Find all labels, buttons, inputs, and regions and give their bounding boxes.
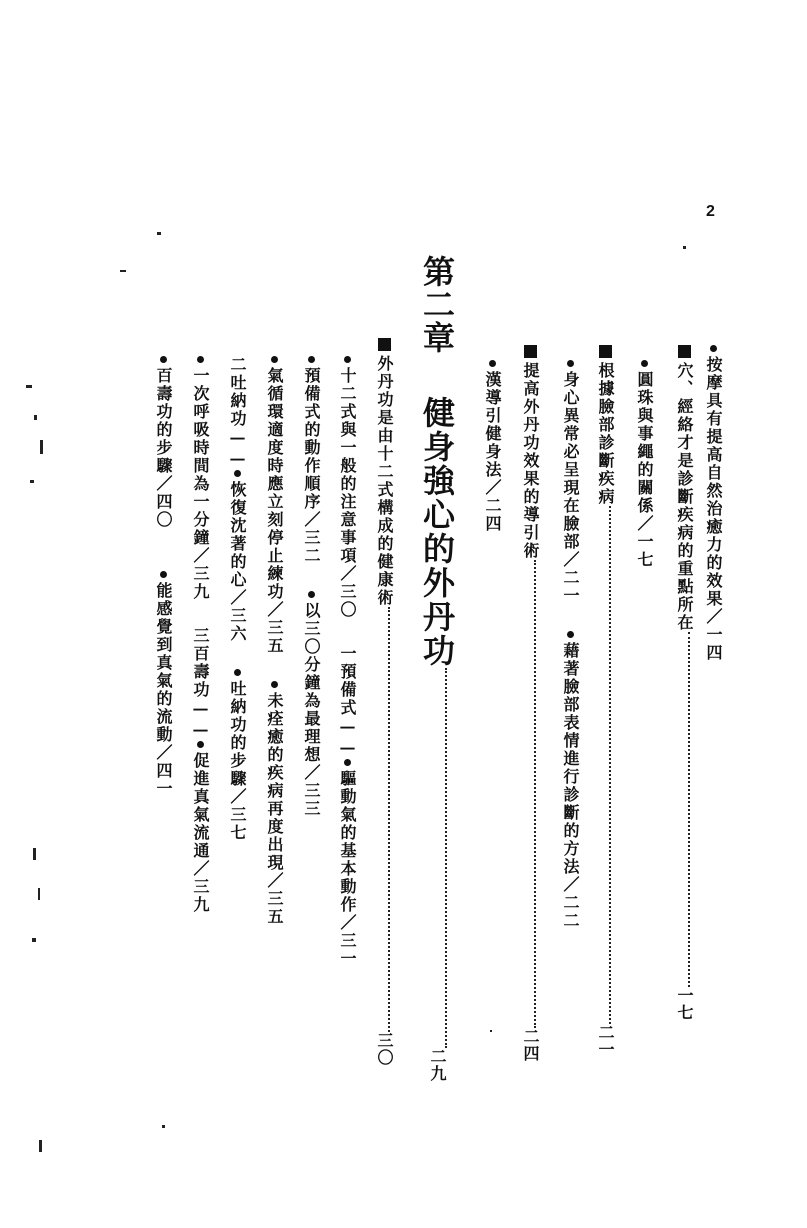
bullet-icon	[344, 356, 351, 363]
bullet-icon	[197, 741, 204, 748]
toc-entry-prep-order	[303, 356, 319, 818]
toc-entry-text: 按摩具有提高自然治癒力的效果／一四	[704, 356, 723, 662]
toc-entry-text: 未痊癒的疾病再度出現／三五	[265, 692, 284, 926]
toc-section-text: 穴、經絡才是診斷疾病的重點所在	[675, 362, 694, 632]
scan-speck	[683, 246, 686, 249]
bullet-icon	[641, 360, 648, 367]
bullet-icon	[308, 356, 315, 363]
toc-entry-text: 驅動氣的基本動作／三一	[338, 770, 357, 968]
toc-entry-text: 吐納功的步驟／三七	[228, 680, 247, 842]
toc-entry-text: 身心異常必呈現在臉部／二一	[561, 371, 580, 605]
toc-entry-text: 促進真氣流通／三九	[191, 752, 210, 914]
square-bullet-icon	[524, 345, 537, 358]
dotted-leader	[605, 506, 611, 1024]
toc-section-waidan	[376, 338, 392, 1066]
toc-page-ref: 二四	[521, 1028, 540, 1062]
bullet-icon	[271, 681, 278, 688]
toc-subhead: 二吐納功	[228, 356, 247, 428]
toc-entry-text: 預備式的動作順序／三二	[302, 367, 321, 565]
toc-section-text: 外丹功是由十二式構成的健康術	[375, 355, 394, 607]
toc-entry-face-signs	[562, 360, 578, 930]
toc-entry-text: 藉著臉部表情進行診斷的方法／二二	[561, 642, 580, 930]
scan-speck	[30, 480, 34, 483]
bullet-icon	[489, 360, 496, 367]
page-number: 2	[706, 203, 715, 220]
scan-speck	[34, 415, 37, 420]
chapter-heading	[418, 255, 456, 1082]
toc-entry-text: 氣循環適度時應立刻停止練功／三五	[265, 367, 284, 655]
toc-entry-han-daoyin	[484, 360, 500, 533]
square-bullet-icon	[599, 345, 612, 358]
scan-speck	[162, 1125, 165, 1128]
toc-entry-text: 恢復沈著的心／三六	[228, 481, 247, 643]
bullet-icon	[234, 470, 241, 477]
bullet-icon	[197, 356, 204, 363]
bullet-icon	[271, 356, 278, 363]
toc-entry-text: 一次呼吸時間為一分鐘／三九	[191, 367, 210, 601]
dotted-leader	[384, 607, 390, 1032]
toc-entry-text: 十二式與一般的注意事項／三〇	[338, 367, 357, 619]
bullet-icon	[234, 669, 241, 676]
toc-section-acupoints	[676, 345, 692, 1021]
toc-section-daoyin	[522, 345, 538, 1062]
toc-section-text: 根據臉部診斷疾病	[596, 362, 615, 506]
toc-page-ref: 二九	[428, 1048, 447, 1082]
scan-speck	[32, 938, 36, 942]
toc-entry-qi-circulation	[266, 356, 282, 926]
toc-entry-breathing: 二吐納功——恢復沈著的心／三六吐納功的步驟／三七	[228, 356, 247, 842]
chapter-label: 第二章	[418, 255, 456, 354]
bullet-icon	[710, 345, 717, 352]
bullet-icon	[308, 591, 315, 598]
toc-entry-massage	[705, 345, 721, 662]
dotted-leader	[684, 632, 690, 987]
scan-speck	[40, 440, 43, 454]
toc-subhead: 一預備式	[338, 645, 357, 717]
toc-entry-text: 能感覺到真氣的流動／四一	[154, 582, 173, 798]
toc-entry-text: 漢導引健身法／二四	[483, 371, 502, 533]
toc-entry-twelve-forms: 十二式與一般的注意事項／三〇一預備式——驅動氣的基本動作／三一	[339, 356, 355, 968]
toc-entry-beads	[636, 360, 652, 569]
dotted-leader	[440, 668, 447, 1048]
bullet-icon	[567, 360, 574, 367]
bullet-icon	[160, 571, 167, 578]
toc-entry-text: 百壽功的步驟／四〇	[154, 367, 173, 529]
scan-speck	[39, 1140, 42, 1152]
chapter-title: 健身強心的外丹功	[418, 396, 456, 668]
square-bullet-icon	[378, 338, 391, 351]
toc-subhead: 三百壽功	[191, 627, 210, 699]
toc-entry-text: 以三〇分鐘為最理想／三三	[302, 602, 321, 818]
toc-page-ref: 二一	[596, 1024, 615, 1058]
toc-section-text: 提高外丹功效果的導引術	[521, 362, 540, 560]
scan-speck	[26, 385, 32, 388]
toc-page-ref: 一七	[675, 987, 694, 1021]
scan-speck	[490, 1030, 492, 1032]
bullet-icon	[160, 356, 167, 363]
toc-entry-baishou-steps	[155, 356, 171, 798]
square-bullet-icon	[678, 345, 691, 358]
toc-section-face-diagnosis	[597, 345, 613, 1058]
dotted-leader	[530, 560, 536, 1028]
scan-speck	[33, 848, 36, 860]
scan-speck	[38, 888, 40, 900]
toc-entry-breath-time: 一次呼吸時間為一分鐘／三九三百壽功——促進真氣流通／三九	[192, 356, 208, 914]
bullet-icon	[567, 631, 574, 638]
scan-speck	[120, 270, 126, 272]
scan-speck	[157, 232, 161, 235]
toc-entry-text: 圓珠與事繩的關係／一七	[635, 371, 654, 569]
toc-page-ref: 三〇	[375, 1032, 394, 1066]
bullet-icon	[344, 759, 351, 766]
